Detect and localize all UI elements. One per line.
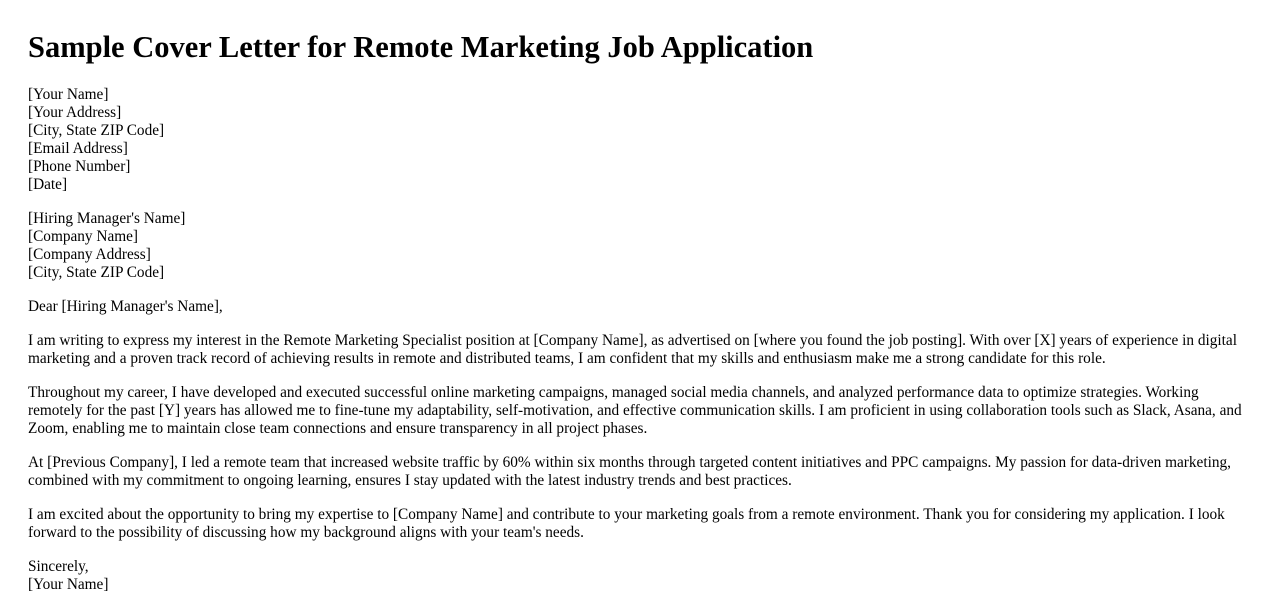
recipient-address: [Company Address] bbox=[28, 246, 151, 263]
letter-date: [Date] bbox=[28, 176, 68, 193]
sender-name: [Your Name] bbox=[28, 86, 109, 103]
signature-name: [Your Name] bbox=[28, 576, 109, 593]
page-title: Sample Cover Letter for Remote Marketing Job Application bbox=[28, 30, 814, 64]
body-paragraph-2: Throughout my career, I have developed and executed successful online marketing campaigns, managed social media channels, and analyzed performance data to optimize strategies. Working remotely for the past [Y] years has allowed me to fine-tune my adaptability, self-motivation, and effective communication skills. I am proficient in using collaboration tools such as Slack, Asana, and Zoom, enabling me to maintain close team connections and ensure transparency in all project phases. bbox=[28, 384, 1242, 437]
sender-email: [Email Address] bbox=[28, 140, 128, 157]
recipient-address-block bbox=[28, 210, 1252, 282]
sender-address: [Your Address] bbox=[28, 104, 122, 121]
recipient-city-state-zip: [City, State ZIP Code] bbox=[28, 264, 165, 281]
sender-phone: [Phone Number] bbox=[28, 158, 131, 175]
salutation: Dear [Hiring Manager's Name], bbox=[28, 298, 223, 315]
closing-block bbox=[28, 558, 1252, 594]
recipient-name: [Hiring Manager's Name] bbox=[28, 210, 186, 227]
closing: Sincerely, bbox=[28, 558, 89, 575]
sender-city-state-zip: [City, State ZIP Code] bbox=[28, 122, 165, 139]
sender-address-block bbox=[28, 86, 1252, 194]
recipient-company: [Company Name] bbox=[28, 228, 139, 245]
body-paragraph-3: At [Previous Company], I led a remote team that increased website traffic by 60% within six months through targeted content initiatives and PPC campaigns. My passion for data-driven marketing, combined with my commitment to ongoing learning, ensures I stay updated with the latest industry trends and best practices. bbox=[28, 454, 1231, 489]
body-paragraph-4: I am excited about the opportunity to bring my expertise to [Company Name] and contribute to your marketing goals from a remote environment. Thank you for considering my application. I look forward to the possibility of discussing how my background aligns with your team's needs. bbox=[28, 506, 1225, 541]
body-paragraph-1: I am writing to express my interest in the Remote Marketing Specialist position at [Company Name], as advertised on [where you found the job posting]. With over [X] years of experience in digital marketing and a proven track record of achieving results in remote and distributed teams, I am confident that my skills and enthusiasm make me a strong candidate for this role. bbox=[28, 332, 1237, 367]
